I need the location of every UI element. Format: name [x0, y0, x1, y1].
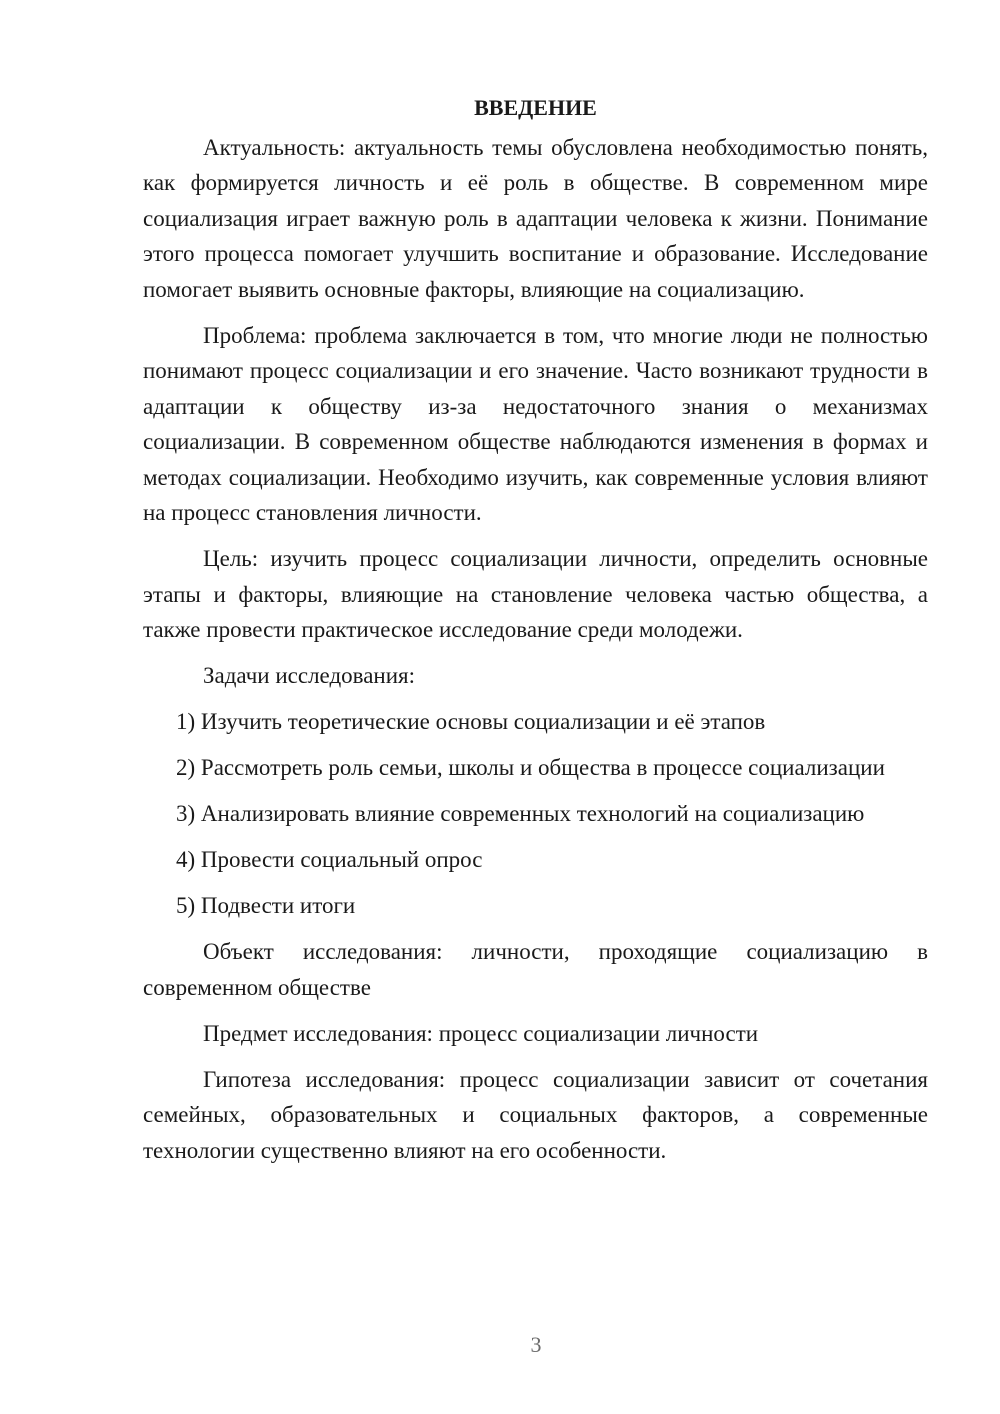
task-item: 3) Анализировать влияние современных технологий на социализацию	[176, 801, 865, 826]
goal-paragraph: Цель: изучить процесс социализации личности, определить основные этапы и факторы, влияющие на становление человека частью общества, а также провести практическое исследование среди молодежи.	[143, 546, 928, 642]
document-body	[143, 90, 928, 1179]
object-paragraph: Объект исследования: личности, проходящие социализацию в современном обществе	[143, 939, 928, 1000]
tasks-heading: Задачи исследования:	[203, 663, 416, 688]
page-title: ВВЕДЕНИЕ	[474, 95, 597, 120]
page-number: 3	[530, 1332, 542, 1357]
task-item: 5) Подвести итоги	[176, 893, 356, 918]
subject-paragraph: Предмет исследования: процесс социализации личности	[203, 1020, 759, 1046]
hypothesis-paragraph: Гипотеза исследования: процесс социализации зависит от сочетания семейных, образовательных и социальных факторов, а современные технологии существенно влияют на его особенности.	[143, 1066, 928, 1163]
task-item: 2) Рассмотреть роль семьи, школы и общества в процессе социализации	[176, 755, 885, 780]
problem-paragraph: Проблема: проблема заключается в том, что многие люди не полностью понимают процесс социализации и его значение. Часто возникают трудности в адаптации к обществу из-за недостаточного знания о механизмах социализации. В современном обществе наблюдаются изменения в формах и методах социализации. Необходимо изучить, как современные условия влияют на процесс становления личности.	[143, 322, 928, 525]
relevance-paragraph: Актуальность: актуальность темы обусловлена необходимостью понять, как формируется личность и её роль в обществе. В современном мире социализация играет важную роль в адаптации человека к жизни. Понимание этого процесса помогает улучшить воспитание и образование. Исследование помогает выявить основные факторы, влияющие на социализацию.	[143, 134, 928, 302]
task-item: 4) Провести социальный опрос	[176, 847, 483, 872]
task-item: 1) Изучить теоретические основы социализации и её этапов	[176, 709, 766, 734]
